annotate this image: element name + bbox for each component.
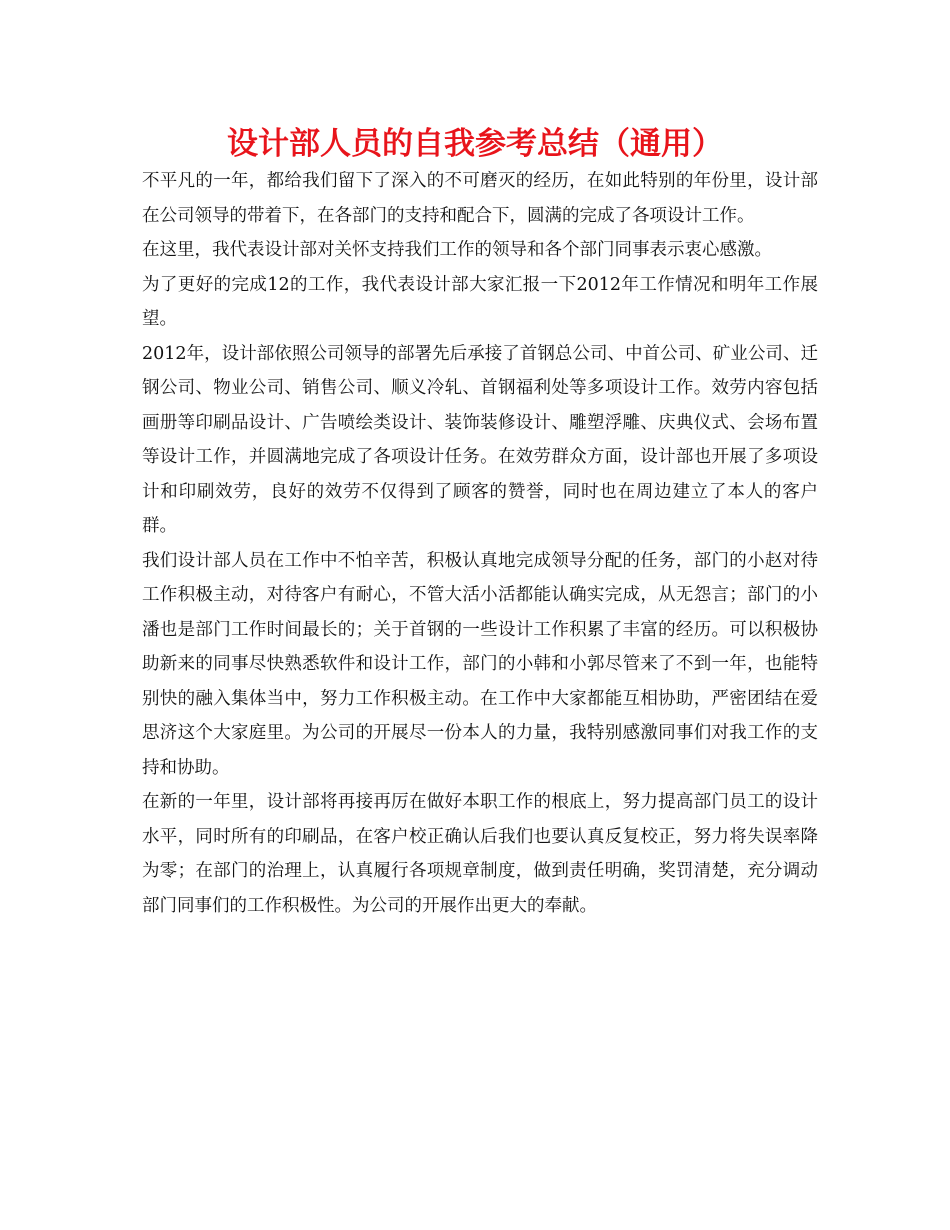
document-title: 设计部人员的自我参考总结（通用） <box>227 126 723 162</box>
paragraph-thanks: 在这里，我代表设计部对关怀支持我们工作的领导和各个部门同事表示衷心感激。 <box>142 240 772 260</box>
paragraph-report-purpose: 为了更好的完成12的工作，我代表设计部大家汇报一下2012年工作情况和明年工作展望。 <box>142 274 818 329</box>
document-body <box>142 164 818 923</box>
paragraph-2012-work: 2012年，设计部依照公司领导的部署先后承接了首钢总公司、中首公司、矿业公司、迁钢公司、物业公司、销售公司、顺义冷轧、首钢福利处等多项设计工作。效劳内容包括画册等印刷品设计、广告喷绘类设计、装饰装修设计、雕塑浮雕、庆典仪式、会场布置等设计工作，并圆满地完成了各项设计任务。在效劳群众方面，设计部也开展了多项设计和印刷效劳，良好的效劳不仅得到了顾客的赞誉，同时也在周边建立了本人的客户群。 <box>142 343 818 536</box>
paragraph-team-members: 我们设计部人员在工作中不怕辛苦，积极认真地完成领导分配的任务，部门的小赵对待工作积极主动，对待客户有耐心，不管大活小活都能认确实完成，从无怨言；部门的小潘也是部门工作时间最长的；关于首钢的一些设计工作积累了丰富的经历。可以积极协助新来的同事尽快熟悉软件和设计工作，部门的小韩和小郭尽管来了不到一年，也能特别快的融入集体当中，努力工作积极主动。在工作中大家都能互相协助，严密团结在爱思济这个大家庭里。为公司的开展尽一份本人的力量，我特别感激同事们对我工作的支持和协助。 <box>142 550 818 778</box>
paragraph-new-year-plan: 在新的一年里，设计部将再接再厉在做好本职工作的根底上，努力提高部门员工的设计水平，同时所有的印刷品，在客户校正确认后我们也要认真反复校正，努力将失误率降为零；在部门的治理上，认真履行各项规章制度，做到责任明确，奖罚清楚，充分调动部门同事们的工作积极性。为公司的开展作出更大的奉献。 <box>142 792 818 916</box>
paragraph-intro: 不平凡的一年，都给我们留下了深入的不可磨灭的经历，在如此特别的年份里，设计部在公司领导的带着下，在各部门的支持和配合下，圆满的完成了各项设计工作。 <box>142 171 818 226</box>
